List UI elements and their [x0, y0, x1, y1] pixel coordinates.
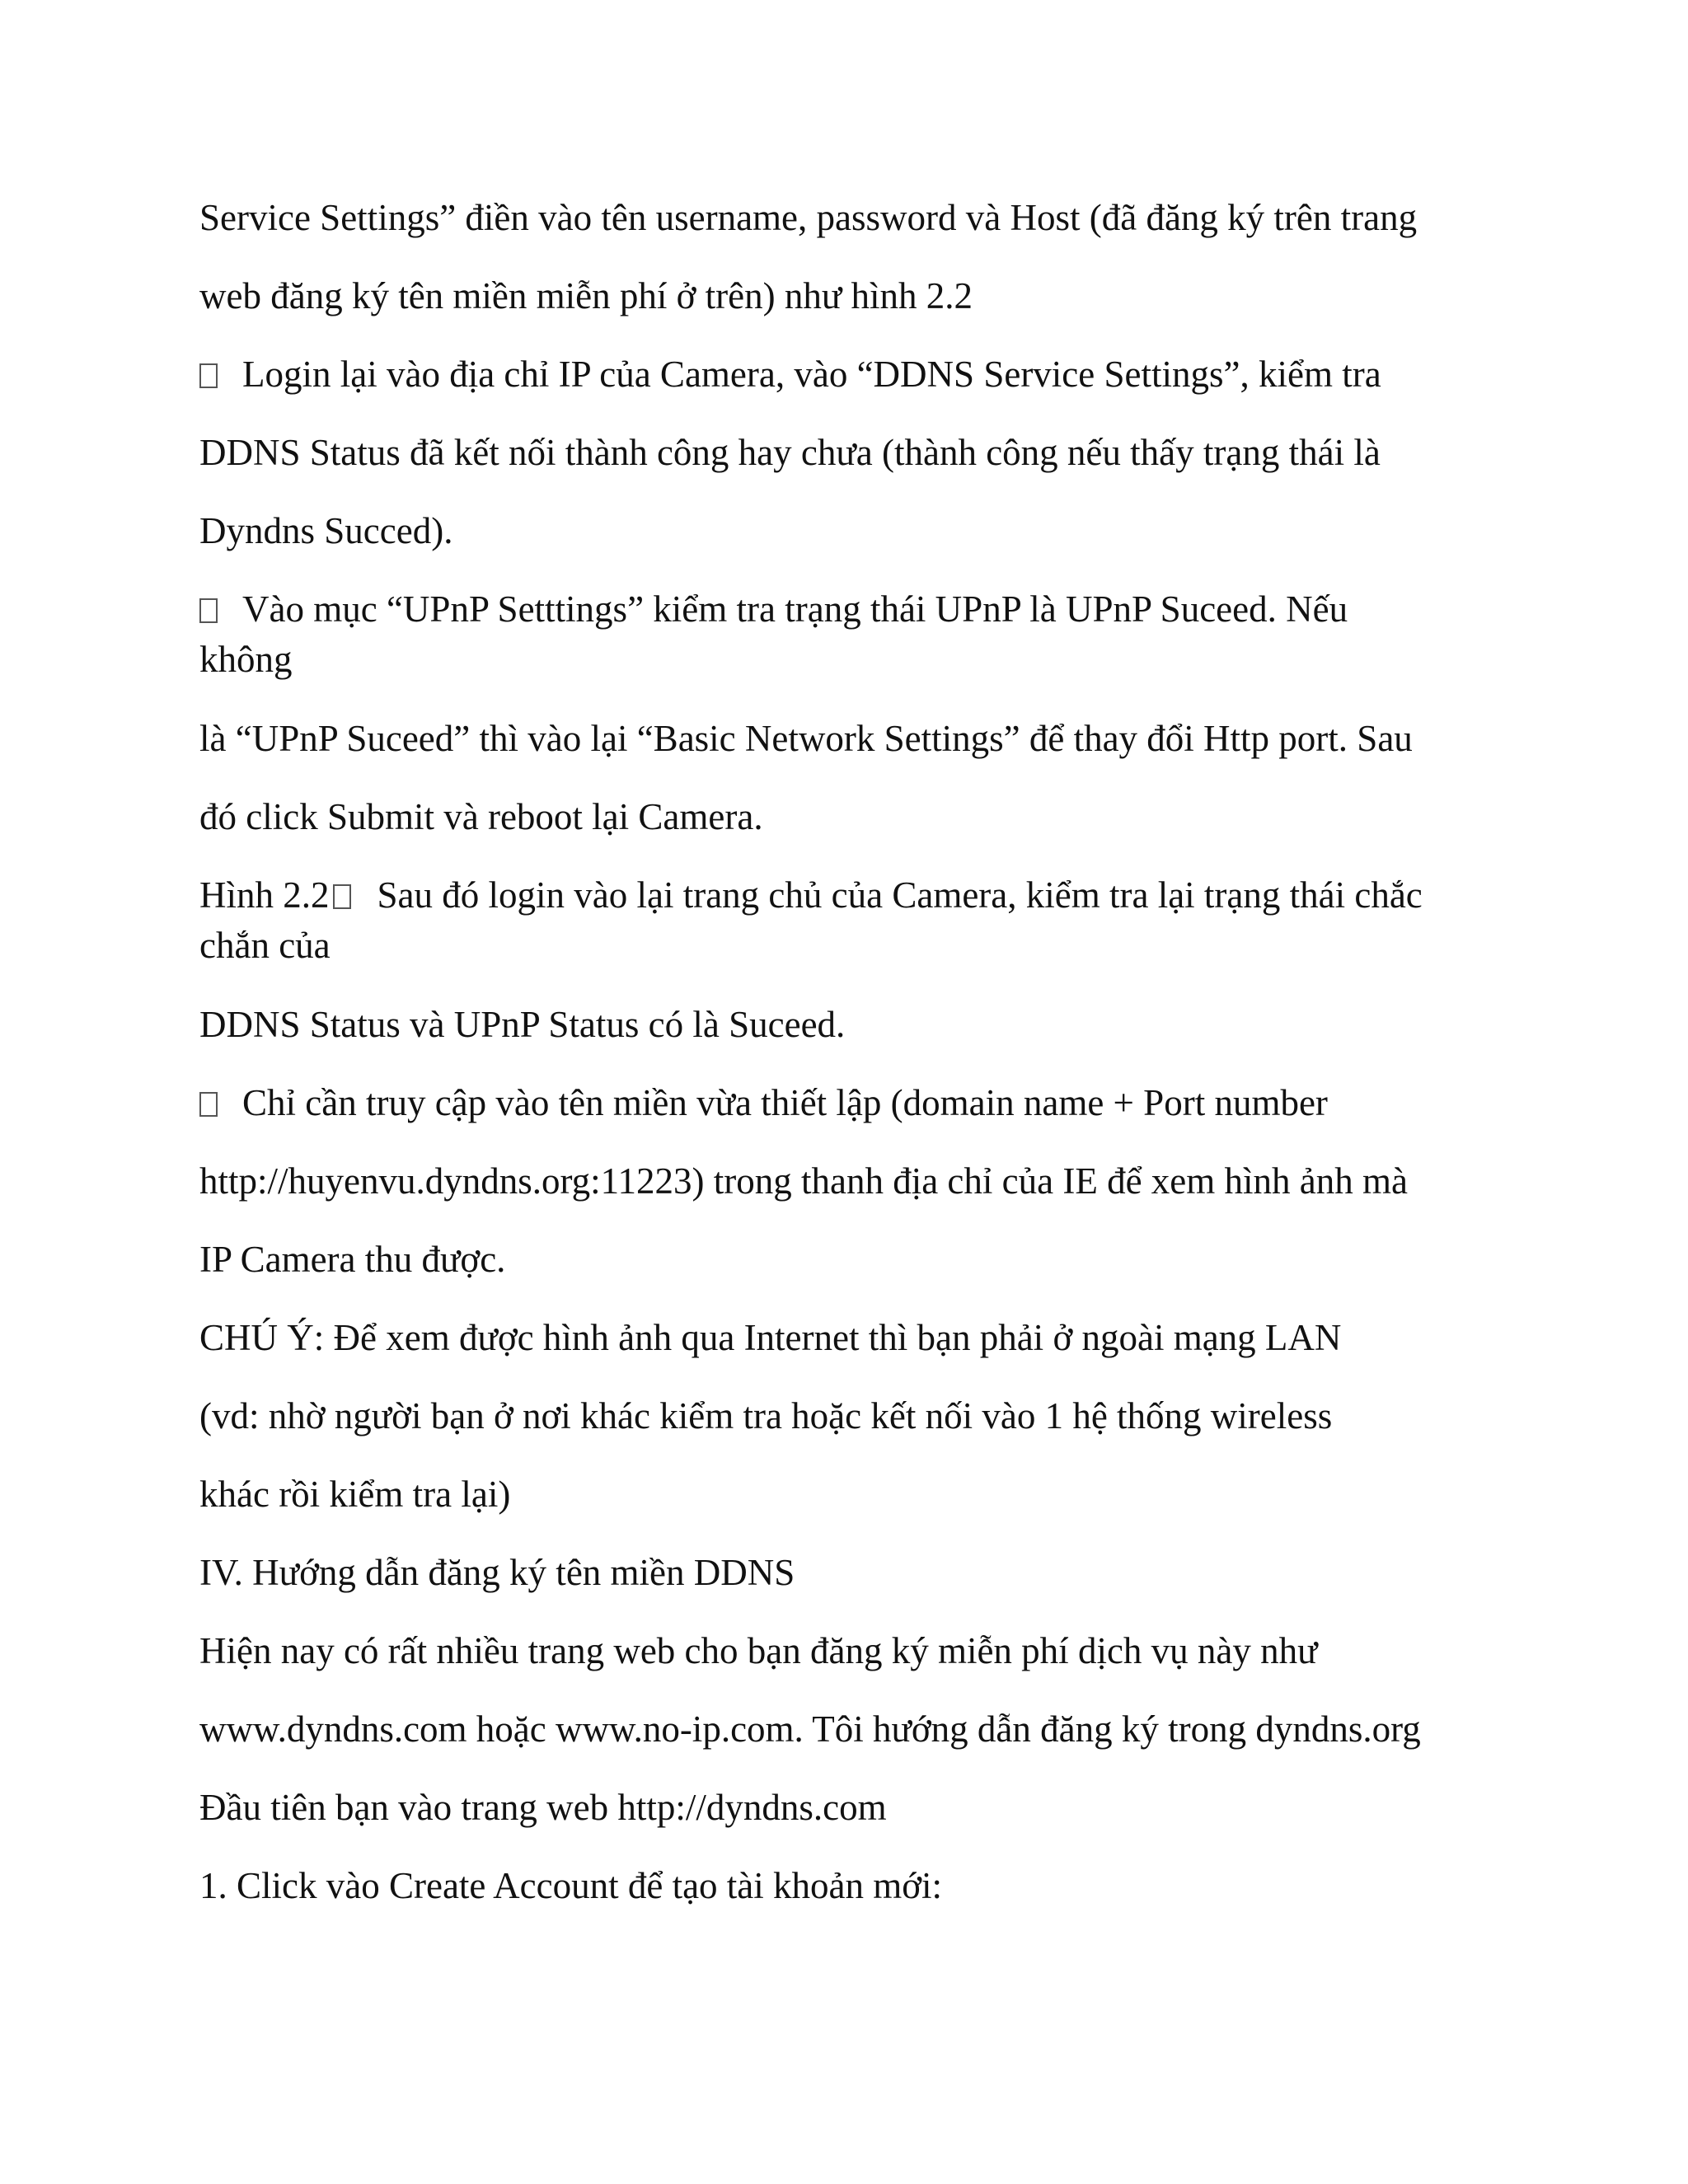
- text-line: IP Camera thu được.: [199, 1239, 506, 1280]
- text-line: web đăng ký tên miền miễn phí ở trên) như hình 2.2: [199, 275, 973, 316]
- text-line: 1. Click vào Create Account để tạo tài khoản mới:: [199, 1865, 943, 1906]
- bullet-box-icon: [199, 363, 218, 388]
- text-line: DDNS Status đã kết nối thành công hay chưa (thành công nếu thấy trạng thái là: [199, 432, 1381, 473]
- text-line: là “UPnP Suceed” thì vào lại “Basic Network Settings” để thay đổi Http port. Sau: [199, 718, 1413, 759]
- text-line: Dyndns Succed).: [199, 510, 453, 551]
- text-line: Vào mục “UPnP Setttings” kiểm tra trạng thái UPnP là UPnP Suceed. Nếu: [199, 586, 1348, 632]
- bullet-box-icon: [333, 884, 351, 909]
- text-line: Login lại vào địa chỉ IP của Camera, vào “DDNS Service Settings”, kiểm tra: [199, 351, 1381, 397]
- bullet-box-icon: [199, 1092, 218, 1117]
- text-line: http://huyenvu.dyndns.org:11223) trong thanh địa chỉ của IE để xem hình ảnh mà: [199, 1160, 1408, 1202]
- text-line: chắn của: [199, 925, 331, 966]
- section-heading: IV. Hướng dẫn đăng ký tên miền DDNS: [199, 1552, 795, 1593]
- text-line: không: [199, 639, 293, 680]
- text-line: khác rồi kiểm tra lại): [199, 1474, 511, 1515]
- text-line: Service Settings” điền vào tên username, password và Host (đã đăng ký trên trang: [199, 197, 1418, 238]
- text-line: đó click Submit và reboot lại Camera.: [199, 796, 763, 837]
- figure-caption: Hình 2.2: [199, 874, 330, 916]
- text-line: Hiện nay có rất nhiều trang web cho bạn đăng ký miễn phí dịch vụ này như: [199, 1630, 1318, 1671]
- text-line: Đầu tiên bạn vào trang web http://dyndns.com: [199, 1787, 887, 1828]
- text-line: Chỉ cần truy cập vào tên miền vừa thiết lập (domain name + Port number: [199, 1080, 1328, 1126]
- bullet-box-icon: [199, 598, 218, 623]
- text-line: (vd: nhờ người bạn ở nơi khác kiểm tra hoặc kết nối vào 1 hệ thống wireless: [199, 1395, 1333, 1436]
- text-line: www.dyndns.com hoặc www.no-ip.com. Tôi hướng dẫn đăng ký trong dyndns.org: [199, 1708, 1421, 1750]
- text-line: DDNS Status và UPnP Status có là Suceed.: [199, 1004, 846, 1045]
- text-line: CHÚ Ý: Để xem được hình ảnh qua Internet thì bạn phải ở ngoài mạng LAN: [199, 1317, 1342, 1358]
- text-line: Hình 2.2 Sau đó login vào lại trang chủ của Camera, kiểm tra lại trạng thái chắc: [199, 874, 1423, 916]
